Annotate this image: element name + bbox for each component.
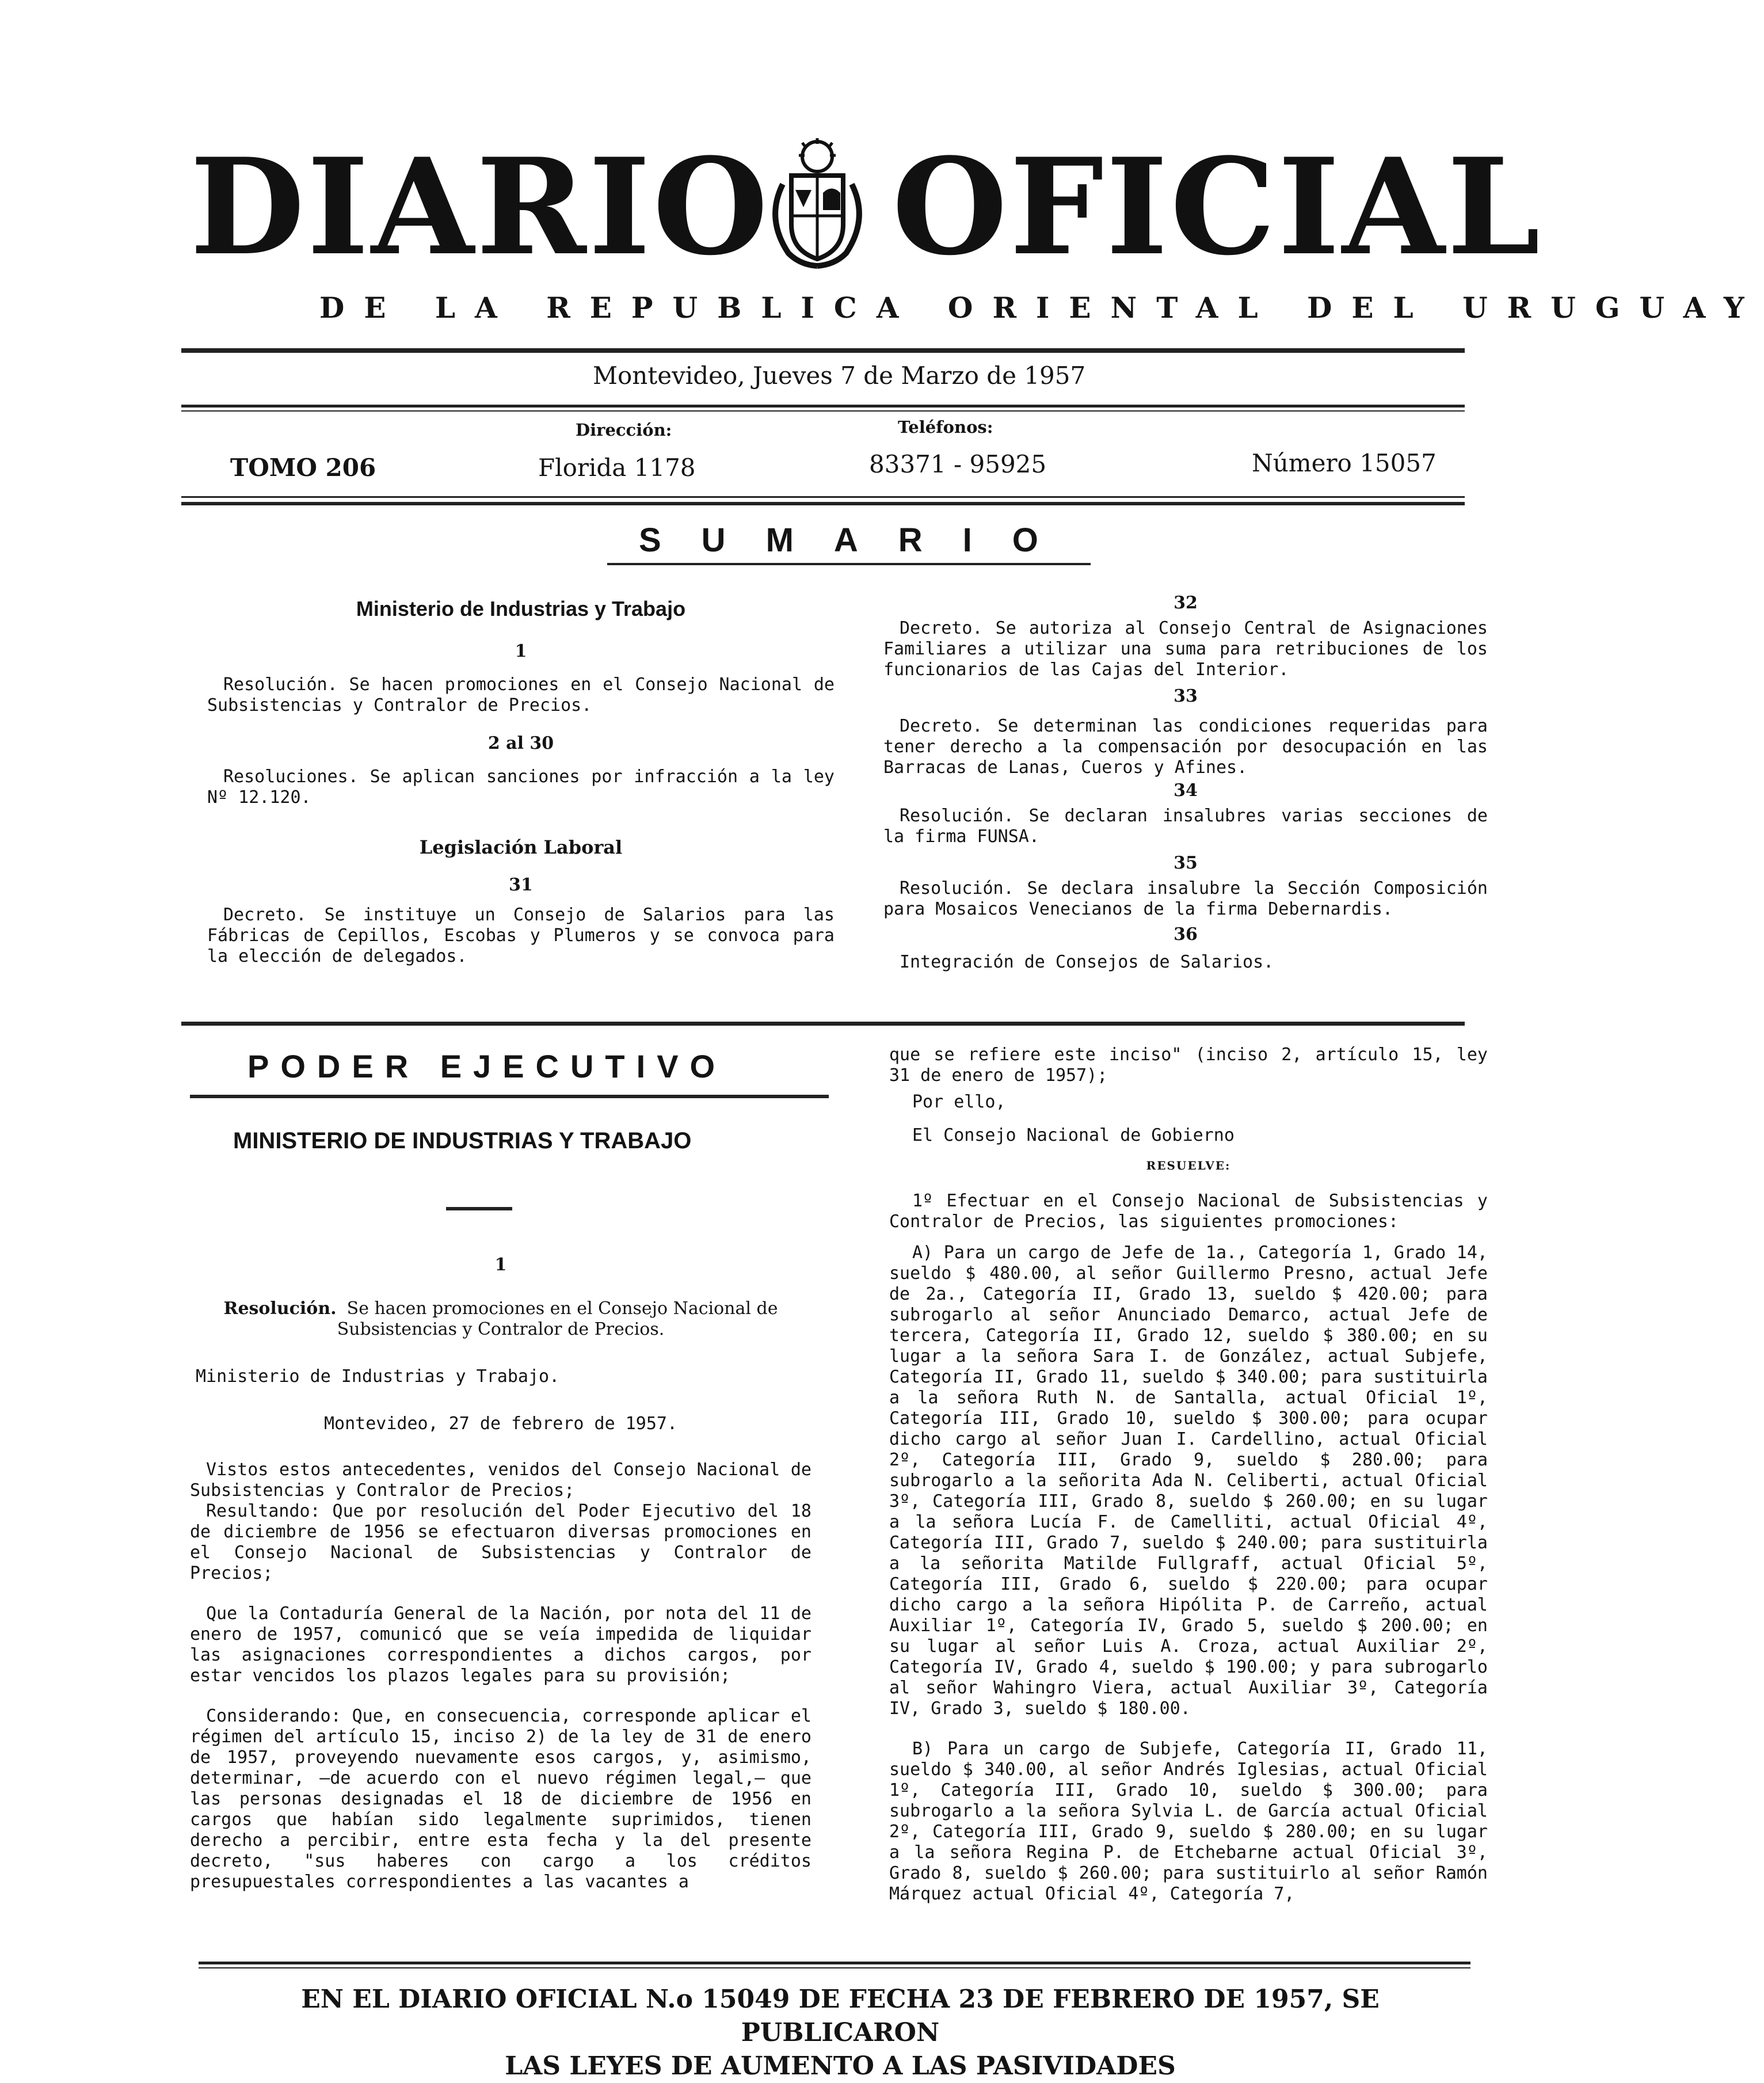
right-article bbox=[889, 1045, 1488, 1905]
sumario-item-text: Resolución. Se declara insalubre la Sección Composición para Mosaicos Venecianos de la firma Debernardis. bbox=[883, 878, 1488, 919]
paragraph: Resultando: Que por resolución del Poder Ejecutivo del 18 de diciembre de 1956 se efectuaron diversas promociones en el Consejo Nacional de Subsistencias y Contralor de Precios; bbox=[190, 1501, 811, 1583]
direccion-label: Dirección: bbox=[576, 420, 672, 440]
direccion-value: Florida 1178 bbox=[538, 454, 696, 482]
masthead-subtitle: DE LA REPUBLICA ORIENTAL DEL URUGUAY bbox=[319, 291, 1764, 325]
sumario-right-column bbox=[883, 593, 1488, 973]
rule-top bbox=[181, 348, 1465, 353]
sumario-item-text: Resolución. Se hacen promociones en el Consejo Nacional de Subsistencias y Contralor de Precios. bbox=[207, 675, 835, 715]
rule-date-b bbox=[181, 410, 1465, 412]
paragraph: Vistos estos antecedentes, venidos del Consejo Nacional de Subsistencias y Contralor de Precios; bbox=[190, 1460, 811, 1501]
sumario-item-number: 2 al 30 bbox=[487, 733, 554, 753]
article-number: 1 bbox=[494, 1255, 507, 1275]
sumario-item-number: 1 bbox=[515, 641, 527, 661]
sumario-item-text: Decreto. Se instituye un Consejo de Salarios para las Fábricas de Cepillos, Escobas y Plumeros y se convoca para la elección de delegados. bbox=[207, 905, 835, 966]
paragraph: 1º Efectuar en el Consejo Nacional de Subsistencias y Contralor de Precios, las siguientes promociones: bbox=[889, 1191, 1488, 1232]
article-heading bbox=[190, 1298, 811, 1340]
numero: Número 15057 bbox=[1252, 449, 1437, 477]
short-rule bbox=[446, 1207, 512, 1210]
bottom-notice-line2: LAS LEYES DE AUMENTO A LAS PASIVIDADES bbox=[505, 2051, 1176, 2081]
left-article bbox=[190, 1255, 811, 1892]
article-heading-label: Resolución. bbox=[223, 1298, 337, 1319]
sumario-item-number: 35 bbox=[1174, 853, 1198, 873]
sumario-item-text: Resoluciones. Se aplican sanciones por infracción a la ley Nº 12.120. bbox=[207, 767, 835, 808]
dateline: Montevideo, Jueves 7 de Marzo de 1957 bbox=[593, 361, 1086, 390]
por-ello: Por ello, bbox=[912, 1092, 1006, 1112]
rule-sumario-bottom bbox=[181, 1022, 1465, 1026]
paragraph: Considerando: Que, en consecuencia, corresponde aplicar el régimen del artículo 15, inciso 2) de la ley de 31 de enero de 1957, proveyendo nuevamente esos cargos, y, asimismo, determinar, —de acuerdo con el nuevo régimen legal,— que las personas designadas el 18 de diciembre de 1956 en cargos que habían sido legalmente suprimidos, tienen derecho a percibir, entre esta fecha y la del presente decreto, "sus haberes con cargo a los créditos presupuestales correspondientes a las vacantes a bbox=[190, 1706, 811, 1892]
sumario-item-number: 34 bbox=[1174, 780, 1198, 801]
sumario-section-ministerio: Ministerio de Industrias y Trabajo bbox=[356, 597, 686, 620]
coat-of-arms-seal bbox=[760, 138, 875, 271]
sumario-item-number: 32 bbox=[1174, 593, 1198, 613]
tomo: TOMO 206 bbox=[230, 454, 376, 482]
sumario-title: SUMARIO bbox=[639, 521, 1079, 559]
resolution-date: Montevideo, 27 de febrero de 1957. bbox=[323, 1414, 678, 1434]
sumario-underline bbox=[607, 563, 1091, 565]
rule-info-b bbox=[181, 502, 1465, 505]
rule-info-a bbox=[181, 496, 1465, 498]
paragraph: B) Para un cargo de Subjefe, Categoría II, Grado 11, sueldo $ 340.00, al señor Andrés Iglesias, actual Oficial 1º, Categoría III, Grado 10, sueldo $ 300.00; para subrogarlo a la señora Sylvia L. de García actual Oficial 2º, Categoría III, Grado 9, sueldo $ 280.00; en su lugar a la señora Regina P. de Etchebarne actual Oficial 3º, Grado 8, sueldo $ 260.00; para sustituirlo al señor Ramón Márquez actual Oficial 4º, Categoría 7, bbox=[889, 1739, 1488, 1904]
poder-underline bbox=[190, 1095, 829, 1098]
ministry-line: Ministerio de Industrias y Trabajo. bbox=[196, 1366, 560, 1387]
sumario-item-number: 31 bbox=[509, 875, 533, 895]
bottom-notice bbox=[207, 1983, 1473, 2083]
sumario-left-column bbox=[207, 599, 835, 967]
rule-bottom-b bbox=[199, 1967, 1470, 1968]
ministerio-heading: MINISTERIO DE INDUSTRIAS Y TRABAJO bbox=[233, 1128, 692, 1153]
telefonos-label: Teléfonos: bbox=[898, 417, 993, 437]
paragraph: Que la Contaduría General de la Nación, por nota del 11 de enero de 1957, comunicó que se veía impedida de liquidar las asignaciones correspondientes a dichos cargos, por estar vencidos los plazos legales para su provisión; bbox=[190, 1604, 811, 1686]
sumario-item-text: Resolución. Se declaran insalubres varias secciones de la firma FUNSA. bbox=[883, 806, 1488, 847]
telefonos-value: 83371 - 95925 bbox=[869, 450, 1047, 478]
sumario-item-number: 33 bbox=[1174, 686, 1198, 706]
masthead-title-left: DIARIO bbox=[190, 130, 771, 285]
consejo-line: El Consejo Nacional de Gobierno bbox=[912, 1125, 1235, 1145]
paragraph: que se refiere este inciso" (inciso 2, artículo 15, ley 31 de enero de 1957); bbox=[889, 1045, 1488, 1086]
sumario-section-legislacion: Legislación Laboral bbox=[419, 836, 623, 858]
paragraph: A) Para un cargo de Jefe de 1a., Categoría 1, Grado 14, sueldo $ 480.00, al señor Guillermo Presno, actual Jefe de 2a., Categoría II, Grado 13, sueldo $ 420.00; para subrogarlo al señor Anunciado Demarco, actual Jefe de tercera, Categoría II, Grado 12, sueldo $ 380.00; en su lugar a la señora Sara I. de González, actual Subjefe, Categoría II, Grado 11, sueldo $ 340.00; para sustituirla a la señora Ruth N. de Santalla, actual Oficial 1º, Categoría III, Grado 10, sueldo $ 300.00; para ocupar dicho cargo al señor Juan I. Cardellino, actual Oficial 2º, Categoría III, Grado 9, sueldo $ 280.00; para subrogarlo a la señorita Ada N. Celiberti, actual Oficial 3º, Categoría III, Grado 8, sueldo $ 260.00; en su lugar a la señora Lucía F. de Camelliti, actual Oficial 4º, Categoría III, Grado 7, sueldo $ 240.00; para sustituirla a la señorita Matilde Fullgraff, actual Oficial 5º, Categoría III, Grado 6, sueldo $ 220.00; para ocupar dicho cargo a la señora Hipólita P. de Carreño, actual Auxiliar 1º, Categoría IV, Grado 5, sueldo $ 200.00; en su lugar al señor Luis A. Croza, actual Auxiliar 2º, Categoría IV, Grado 4, sueldo $ 190.00; y para subrogarlo al señor Wahingro Viera, actual Auxiliar 3º, Categoría IV, Grado 3, sueldo $ 180.00. bbox=[889, 1243, 1488, 1719]
poder-ejecutivo-title: PODER EJECUTIVO bbox=[247, 1048, 727, 1084]
bottom-notice-line1: EN EL DIARIO OFICIAL N.o 15049 DE FECHA 23 DE FEBRERO DE 1957, SE PUBLICARON bbox=[301, 1985, 1380, 2047]
masthead-title-right: OFICIAL bbox=[892, 130, 1543, 285]
article-heading-text: Se hacen promociones en el Consejo Nacional de Subsistencias y Contralor de Precios. bbox=[337, 1298, 778, 1339]
sumario-item-text: Decreto. Se determinan las condiciones requeridas para tener derecho a la compensación por desocupación en las Barracas de Lanas, Cueros y Afines. bbox=[883, 716, 1488, 778]
sumario-item-number: 36 bbox=[1174, 924, 1198, 945]
sumario-item-text: Decreto. Se autoriza al Consejo Central de Asignaciones Familiares a utilizar una suma para retribuciones de los funcionarios de las Cajas del Interior. bbox=[883, 618, 1488, 680]
masthead bbox=[190, 130, 1543, 285]
rule-bottom-a bbox=[199, 1962, 1470, 1964]
resuelve-label: RESUELVE: bbox=[1146, 1159, 1231, 1172]
sumario-item-text: Integración de Consejos de Salarios. bbox=[900, 952, 1274, 972]
rule-date-a bbox=[181, 405, 1465, 408]
